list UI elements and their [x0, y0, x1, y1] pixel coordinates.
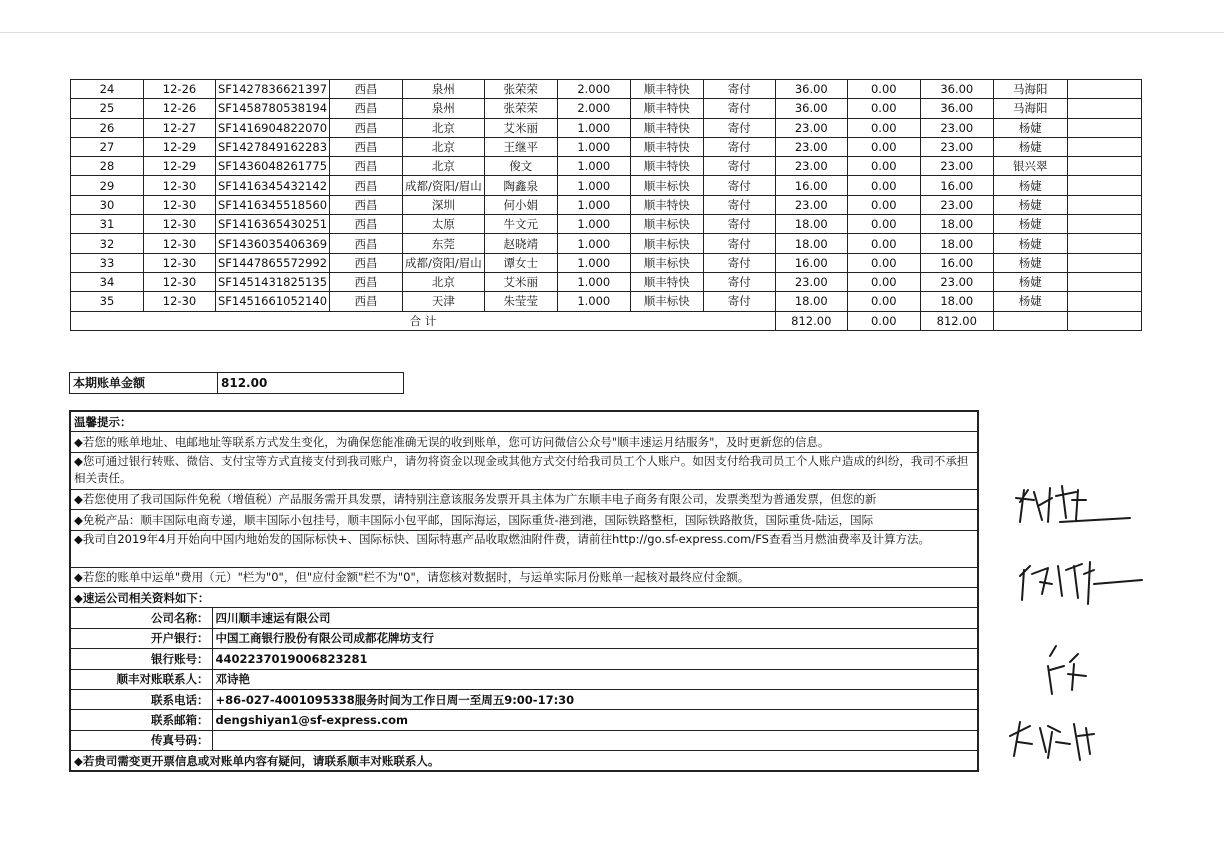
cell-payment: 寄付	[703, 137, 775, 156]
cell-origin: 西昌	[330, 195, 403, 214]
cell-no: 27	[71, 137, 144, 156]
cell-payable: 36.00	[920, 80, 993, 99]
cell-date: 12-30	[144, 195, 216, 214]
cell-recipient: 艾米丽	[484, 118, 557, 137]
cell-waybill: SF1447865572992	[216, 253, 330, 272]
note-1: ◆若您的账单地址、电邮地址等联系方式发生变化，为确保您能准确无误的收到账单，您可访问微信公众号"顺丰速运月结服务"，及时更新您的信息。	[70, 432, 978, 452]
notes-title: 温馨提示：	[70, 411, 978, 432]
cell-waybill: SF1451431825135	[216, 272, 330, 291]
shipment-row	[71, 292, 1142, 311]
cell-extra	[1067, 272, 1141, 291]
company-name-value: 四川顺丰速运有限公司	[212, 608, 978, 628]
cell-service: 顺丰特快	[630, 272, 703, 291]
cell-waybill: SF1416345432142	[216, 176, 330, 195]
cell-weight: 1.000	[557, 195, 630, 214]
cell-service: 顺丰标快	[630, 253, 703, 272]
cell-date: 12-30	[144, 253, 216, 272]
cell-discount: 0.00	[847, 157, 920, 176]
cell-fee: 23.00	[775, 137, 847, 156]
cell-handler: 杨婕	[993, 195, 1067, 214]
cell-handler: 杨婕	[993, 176, 1067, 195]
shipment-rows	[71, 80, 1142, 312]
cell-recipient: 陶鑫泉	[484, 176, 557, 195]
cell-payable: 23.00	[920, 272, 993, 291]
cell-fee: 23.00	[775, 195, 847, 214]
note-6: ◆若您的账单中运单"费用（元）"栏为"0"，但"应付金额"栏不为"0"，请您核对数据时，与运单实际月份账单一起核对最终应付金额。	[70, 567, 978, 587]
cell-fee: 16.00	[775, 253, 847, 272]
cell-discount: 0.00	[847, 99, 920, 118]
bill-amount-box	[69, 372, 404, 394]
fax-value	[212, 730, 978, 750]
cell-service: 顺丰特快	[630, 99, 703, 118]
cell-date: 12-30	[144, 234, 216, 253]
total-discount: 0.00	[847, 311, 920, 330]
cell-origin: 西昌	[330, 137, 403, 156]
cell-no: 25	[71, 99, 144, 118]
signature-4	[1010, 722, 1094, 760]
cell-payment: 寄付	[703, 176, 775, 195]
cell-date: 12-29	[144, 157, 216, 176]
cell-fee: 18.00	[775, 292, 847, 311]
cell-origin: 西昌	[330, 118, 403, 137]
note-3: ◆若您使用了我司国际件免税（增值税）产品服务需开具发票，请特别注意该服务发票开具主体为广东顺丰电子商务有限公司，发票类型为普通发票，但您的新	[70, 489, 978, 509]
cell-weight: 1.000	[557, 176, 630, 195]
cell-recipient: 王继平	[484, 137, 557, 156]
cell-no: 34	[71, 272, 144, 291]
cell-weight: 1.000	[557, 157, 630, 176]
account-value: 4402237019006823281	[212, 649, 978, 669]
cell-discount: 0.00	[847, 272, 920, 291]
cell-handler: 杨婕	[993, 292, 1067, 311]
email-key: 联系邮箱：	[70, 710, 212, 730]
cell-payable: 18.00	[920, 215, 993, 234]
cell-discount: 0.00	[847, 80, 920, 99]
cell-payable: 16.00	[920, 253, 993, 272]
cell-weight: 2.000	[557, 80, 630, 99]
cell-payment: 寄付	[703, 195, 775, 214]
cell-extra	[1067, 99, 1141, 118]
notes-table	[69, 410, 979, 772]
cell-fee: 23.00	[775, 157, 847, 176]
cell-service: 顺丰特快	[630, 157, 703, 176]
cell-waybill: SF1458780538194	[216, 99, 330, 118]
shipment-row	[71, 99, 1142, 118]
cell-payable: 23.00	[920, 118, 993, 137]
cell-date: 12-30	[144, 292, 216, 311]
cell-weight: 1.000	[557, 215, 630, 234]
cell-weight: 1.000	[557, 253, 630, 272]
cell-extra	[1067, 234, 1141, 253]
signature-1	[1016, 486, 1130, 522]
cell-no: 31	[71, 215, 144, 234]
cell-dest: 北京	[403, 157, 485, 176]
total-payable: 812.00	[920, 311, 993, 330]
shipment-row	[71, 253, 1142, 272]
total-empty-1	[993, 311, 1067, 330]
cell-origin: 西昌	[330, 99, 403, 118]
cell-origin: 西昌	[330, 253, 403, 272]
cell-payable: 36.00	[920, 99, 993, 118]
total-empty-2	[1067, 311, 1141, 330]
cell-fee: 23.00	[775, 272, 847, 291]
cell-handler: 杨婕	[993, 253, 1067, 272]
cell-handler: 杨婕	[993, 215, 1067, 234]
cell-discount: 0.00	[847, 137, 920, 156]
cell-recipient: 谭女士	[484, 253, 557, 272]
cell-discount: 0.00	[847, 292, 920, 311]
cell-handler: 银兴翠	[993, 157, 1067, 176]
cell-discount: 0.00	[847, 176, 920, 195]
cell-waybill: SF1427836621397	[216, 80, 330, 99]
cell-date: 12-30	[144, 176, 216, 195]
cell-payable: 16.00	[920, 176, 993, 195]
bill-amount-value: 812.00	[221, 376, 268, 390]
cell-waybill: SF1451661052140	[216, 292, 330, 311]
cell-discount: 0.00	[847, 253, 920, 272]
cell-date: 12-29	[144, 137, 216, 156]
cell-date: 12-26	[144, 80, 216, 99]
shipment-row	[71, 137, 1142, 156]
shipment-row	[71, 157, 1142, 176]
shipment-row	[71, 215, 1142, 234]
cell-fee: 18.00	[775, 234, 847, 253]
contact-key: 顺丰对账联系人：	[70, 669, 212, 689]
cell-no: 35	[71, 292, 144, 311]
cell-payment: 寄付	[703, 234, 775, 253]
cell-handler: 马海阳	[993, 80, 1067, 99]
total-fee: 812.00	[775, 311, 847, 330]
cell-payment: 寄付	[703, 292, 775, 311]
cell-handler: 马海阳	[993, 99, 1067, 118]
cell-dest: 泉州	[403, 80, 485, 99]
cell-handler: 杨婕	[993, 272, 1067, 291]
cell-date: 12-26	[144, 99, 216, 118]
cell-origin: 西昌	[330, 234, 403, 253]
shipment-row	[71, 118, 1142, 137]
fax-key: 传真号码：	[70, 730, 212, 750]
cell-weight: 1.000	[557, 137, 630, 156]
cell-origin: 西昌	[330, 176, 403, 195]
cell-extra	[1067, 195, 1141, 214]
cell-payment: 寄付	[703, 272, 775, 291]
cell-service: 顺丰标快	[630, 292, 703, 311]
note-2: ◆您可通过银行转账、微信、支付宝等方式直接支付到我司账户，请勿将资金以现金或其他方式交付给我司员工个人账户。如因支付给我司员工个人账户造成的纠纷，我司不承担相关责任。	[70, 452, 978, 489]
cell-handler: 杨婕	[993, 234, 1067, 253]
bank-value: 中国工商银行股份有限公司成都花牌坊支行	[212, 628, 978, 648]
cell-extra	[1067, 118, 1141, 137]
bank-key: 开户银行：	[70, 628, 212, 648]
cell-payable: 23.00	[920, 195, 993, 214]
bill-amount-label: 本期账单金额	[70, 373, 218, 393]
total-row	[71, 311, 1142, 330]
cell-payment: 寄付	[703, 157, 775, 176]
cell-payable: 23.00	[920, 157, 993, 176]
cell-payment: 寄付	[703, 215, 775, 234]
company-header: ◆速运公司相关资料如下：	[70, 587, 978, 607]
cell-no: 29	[71, 176, 144, 195]
cell-extra	[1067, 176, 1141, 195]
cell-recipient: 何小娟	[484, 195, 557, 214]
shipment-table	[70, 79, 1142, 331]
company-name-key: 公司名称：	[70, 608, 212, 628]
cell-dest: 北京	[403, 118, 485, 137]
cell-discount: 0.00	[847, 195, 920, 214]
total-label: 合 计	[71, 311, 776, 330]
cell-fee: 23.00	[775, 118, 847, 137]
cell-waybill: SF1416365430251	[216, 215, 330, 234]
cell-recipient: 赵晓靖	[484, 234, 557, 253]
cell-no: 24	[71, 80, 144, 99]
cell-fee: 36.00	[775, 80, 847, 99]
cell-extra	[1067, 253, 1141, 272]
cell-no: 28	[71, 157, 144, 176]
account-key: 银行账号：	[70, 649, 212, 669]
cell-no: 33	[71, 253, 144, 272]
cell-discount: 0.00	[847, 234, 920, 253]
cell-dest: 北京	[403, 137, 485, 156]
cell-recipient: 俊文	[484, 157, 557, 176]
cell-handler: 杨婕	[993, 118, 1067, 137]
cell-dest: 东莞	[403, 234, 485, 253]
cell-origin: 西昌	[330, 215, 403, 234]
phone-key: 联系电话：	[70, 689, 212, 709]
shipment-row	[71, 272, 1142, 291]
cell-dest: 泉州	[403, 99, 485, 118]
cell-service: 顺丰特快	[630, 80, 703, 99]
note-5: ◆我司自2019年4月开始向中国内地始发的国际标快+、国际标快、国际特惠产品收取燃油附件费，请前往http://go.sf-express.com/FS查看当月燃油费率及计算方法。	[70, 530, 978, 567]
cell-fee: 36.00	[775, 99, 847, 118]
cell-service: 顺丰标快	[630, 176, 703, 195]
note-4: ◆免税产品：顺丰国际电商专递，顺丰国际小包挂号，顺丰国际小包平邮，国际海运，国际重货-港到港，国际铁路整柜，国际铁路散货，国际重货-陆运，国际	[70, 510, 978, 530]
cell-service: 顺丰标快	[630, 234, 703, 253]
signature-3	[1048, 646, 1086, 694]
cell-fee: 18.00	[775, 215, 847, 234]
cell-waybill: SF1436048261775	[216, 157, 330, 176]
cell-payment: 寄付	[703, 253, 775, 272]
cell-dest: 天津	[403, 292, 485, 311]
cell-origin: 西昌	[330, 157, 403, 176]
cell-recipient: 张荣荣	[484, 80, 557, 99]
cell-payment: 寄付	[703, 99, 775, 118]
cell-service: 顺丰标快	[630, 215, 703, 234]
cell-payable: 23.00	[920, 137, 993, 156]
cell-no: 26	[71, 118, 144, 137]
cell-weight: 1.000	[557, 292, 630, 311]
cell-waybill: SF1416904822070	[216, 118, 330, 137]
cell-recipient: 牛文元	[484, 215, 557, 234]
cell-waybill: SF1427849162283	[216, 137, 330, 156]
cell-no: 32	[71, 234, 144, 253]
shipment-row	[71, 176, 1142, 195]
signature-2	[1020, 562, 1142, 604]
cell-payment: 寄付	[703, 80, 775, 99]
cell-weight: 2.000	[557, 99, 630, 118]
cell-payable: 18.00	[920, 292, 993, 311]
cell-date: 12-30	[144, 272, 216, 291]
cell-weight: 1.000	[557, 272, 630, 291]
cell-dest: 成都/资阳/眉山	[403, 253, 485, 272]
cell-service: 顺丰特快	[630, 137, 703, 156]
cell-service: 顺丰特快	[630, 118, 703, 137]
cell-extra	[1067, 137, 1141, 156]
cell-recipient: 艾米丽	[484, 272, 557, 291]
cell-dest: 北京	[403, 272, 485, 291]
cell-recipient: 朱莹莹	[484, 292, 557, 311]
cell-dest: 深圳	[403, 195, 485, 214]
cell-discount: 0.00	[847, 215, 920, 234]
cell-payment: 寄付	[703, 118, 775, 137]
cell-extra	[1067, 292, 1141, 311]
cell-origin: 西昌	[330, 292, 403, 311]
cell-discount: 0.00	[847, 118, 920, 137]
email-value: dengshiyan1@sf-express.com	[212, 710, 978, 730]
cell-waybill: SF1436035406369	[216, 234, 330, 253]
cell-no: 30	[71, 195, 144, 214]
phone-value: +86-027-4001095338服务时间为工作日周一至周五9:00-17:30	[212, 689, 978, 709]
cell-recipient: 张荣荣	[484, 99, 557, 118]
cell-origin: 西昌	[330, 80, 403, 99]
cell-extra	[1067, 157, 1141, 176]
page-top-rule	[0, 32, 1224, 33]
cell-origin: 西昌	[330, 272, 403, 291]
cell-weight: 1.000	[557, 118, 630, 137]
cell-handler: 杨婕	[993, 137, 1067, 156]
cell-dest: 成都/资阳/眉山	[403, 176, 485, 195]
cell-payable: 18.00	[920, 234, 993, 253]
shipment-row	[71, 195, 1142, 214]
cell-service: 顺丰特快	[630, 195, 703, 214]
notes-footer: ◆若贵司需变更开票信息或对账单内容有疑问，请联系顺丰对账联系人。	[70, 751, 978, 772]
cell-waybill: SF1416345518560	[216, 195, 330, 214]
cell-weight: 1.000	[557, 234, 630, 253]
contact-value: 邓诗艳	[212, 669, 978, 689]
cell-dest: 太原	[403, 215, 485, 234]
cell-date: 12-30	[144, 215, 216, 234]
cell-extra	[1067, 80, 1141, 99]
shipment-row	[71, 80, 1142, 99]
handwritten-signatures	[990, 470, 1190, 770]
cell-fee: 16.00	[775, 176, 847, 195]
shipment-row	[71, 234, 1142, 253]
cell-date: 12-27	[144, 118, 216, 137]
cell-extra	[1067, 215, 1141, 234]
